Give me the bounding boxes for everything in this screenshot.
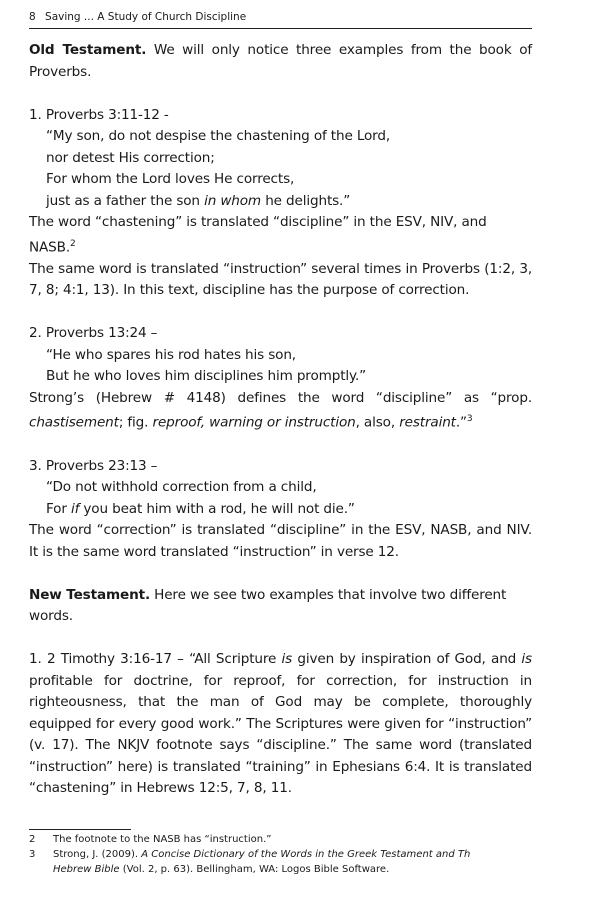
new-testament-intro — [29, 585, 532, 628]
timothy-paragraph — [29, 649, 532, 800]
emphasis: in whom — [204, 192, 262, 209]
emphasis: chastisement — [29, 414, 119, 431]
footnote-ref: 3 — [466, 414, 473, 425]
quote-line: But he who loves him disciplines him promptly.” — [46, 368, 367, 385]
old-testament-intro-text: We will only notice three examples from the book of Proverbs. — [29, 42, 532, 80]
new-testament-intro-text: Here we see two examples that involve two different words. — [29, 586, 507, 625]
footnote-number: 3 — [29, 849, 36, 860]
emphasis: is — [281, 651, 293, 668]
footnote-rule — [29, 829, 131, 830]
quote-text: he delights.” — [261, 192, 351, 209]
new-testament-heading: New Testament. — [29, 586, 150, 603]
quote-line: nor detest His correction; — [46, 149, 215, 166]
quote-line: “Do not withhold correction from a child, — [46, 479, 317, 496]
footnote-text: The footnote to the NASB has “instruction.” — [53, 834, 272, 845]
commentary: The word “correction” is translated “discipline” in the ESV, NASB, and NIV. It is the same word translated “instruction” in verse 12. — [29, 522, 532, 560]
emphasis: reproof, warning or instruction — [152, 414, 356, 431]
paragraph-text: given by inspiration of God, and — [292, 651, 522, 668]
quote-line: “My son, do not despise the chastening of the Lord, — [46, 128, 391, 144]
old-testament-intro — [29, 40, 532, 83]
strongs-definition — [29, 388, 532, 435]
definition-text: .” — [455, 414, 467, 431]
footnote-ref: 2 — [70, 238, 76, 249]
footnotes — [29, 832, 532, 877]
spacer — [29, 563, 532, 585]
commentary-text: The word “chastening” is translated “discipline” in the ESV, NIV, and NASB. — [29, 214, 487, 256]
example-reference: 1. Proverbs 3:11-12 - — [29, 106, 169, 123]
quote-line: “He who spares his rod hates his son, — [46, 346, 296, 363]
footnote — [29, 847, 532, 877]
spacer — [29, 628, 532, 650]
quote-line: For whom the Lord loves He corrects, — [46, 171, 295, 187]
paragraph-text: profitable for doctrine, for reproof, for correction, for instruction in righteousness, that the man of God may be complete, thoroughly equipped for every good work.” The Scriptures were given for “instruction” (v. 17). The NKJV footnote says “discipline.” The same word (translated “instruction” here) is translated “training” in Ephesians 6:4. It is translated “chastening” in Hebrews 12:5, 7, 8, 11. — [29, 672, 532, 797]
footnote-number: 2 — [29, 834, 36, 845]
paragraph-text: 1. 2 Timothy 3:16-17 – “All Scripture — [29, 651, 282, 668]
citation-text: (Vol. 2, p. 63). Bellingham, WA: Logos Bible Software. — [119, 864, 390, 875]
definition-text: , also, — [355, 414, 400, 431]
citation-title: Hebrew Bible — [53, 864, 120, 875]
quote-line — [29, 191, 532, 213]
footnote — [29, 832, 532, 847]
emphasis: if — [70, 500, 80, 517]
example-reference: 3. Proverbs 23:13 – — [29, 457, 158, 474]
commentary: The same word is translated “instruction” several times in Proverbs (1:2, 3, 7, 8; 4:1, 13). In this text, discipline has the purpose of correction. — [29, 260, 532, 299]
emphasis: is — [521, 651, 532, 668]
running-title: Saving ... A Study of Church Discipline — [45, 11, 247, 23]
citation-title: A Concise Dictionary of the Words in the Greek Testament and Th — [141, 849, 471, 860]
quote-text: you beat him with a rod, he will not die.” — [79, 500, 355, 517]
definition-text: Strong’s (Hebrew # 4148) defines the word “discipline” as “prop. — [29, 389, 532, 406]
quote-text: For — [46, 500, 71, 517]
quote-text: just as a father the son — [46, 192, 205, 209]
definition-text: ; fig. — [118, 414, 153, 431]
page-body — [29, 40, 532, 800]
running-header — [29, 9, 532, 29]
old-testament-heading: Old Testament. — [29, 42, 147, 58]
quote-line — [29, 499, 532, 521]
footnote-text — [53, 847, 532, 877]
commentary — [29, 212, 532, 259]
spacer — [29, 83, 532, 105]
spacer — [29, 434, 532, 456]
example-reference: 2. Proverbs 13:24 – — [29, 325, 158, 342]
citation-text: Strong, J. (2009). — [53, 849, 142, 860]
page-number: 8 — [29, 11, 36, 23]
spacer — [29, 302, 532, 324]
emphasis: restraint — [399, 414, 456, 431]
